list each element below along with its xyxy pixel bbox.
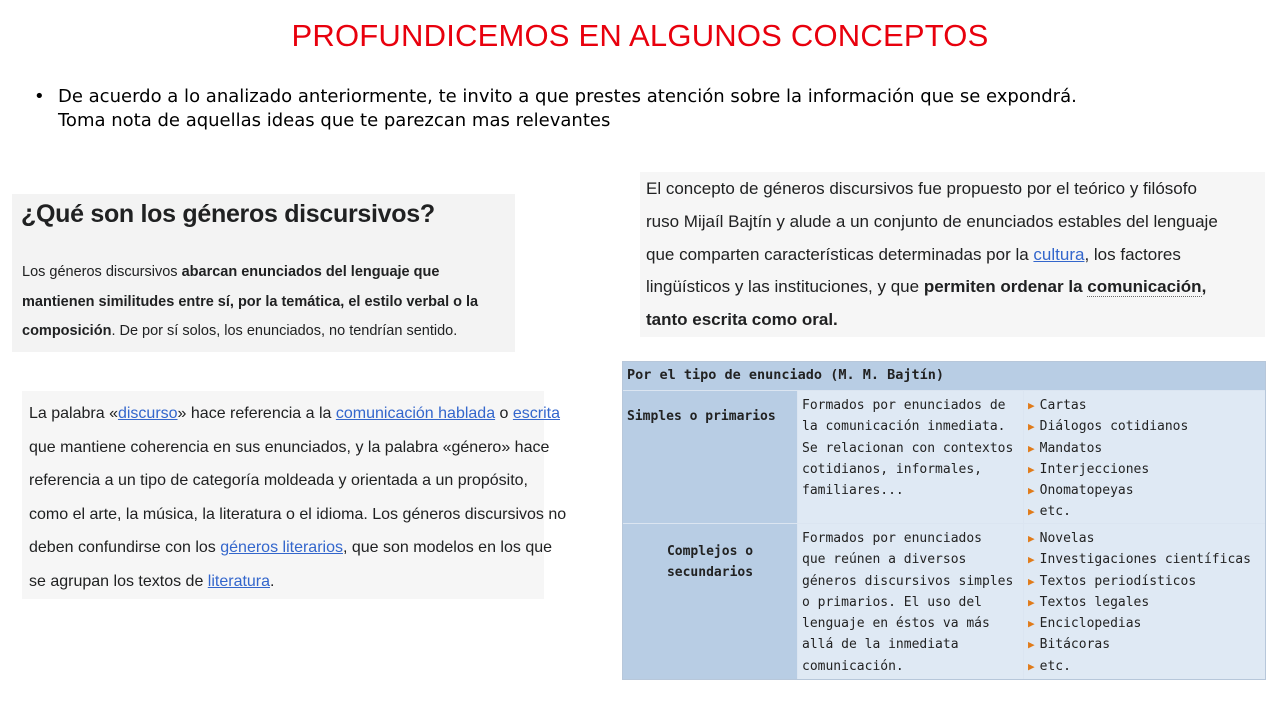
desc-line: que reúnen a diversos (802, 552, 967, 568)
list-item: ▶ Enciclopedias (1028, 616, 1142, 632)
text: que comparten características determinadas por la (646, 244, 1034, 264)
bold-text: permiten ordenar la (923, 277, 1088, 297)
arrow-right-icon: ▶ (1028, 532, 1035, 545)
link-escrita[interactable]: escrita (512, 405, 561, 422)
list-item: ▶ Novelas (1028, 531, 1095, 546)
arrow-right-icon: ▶ (1028, 574, 1035, 588)
concept-text (646, 173, 1261, 337)
definition-card (12, 194, 515, 352)
text: » hace referencia a la (177, 405, 336, 422)
text-line: como el arte, la música, la literatura o el idioma. Los géneros discursivos no (29, 505, 567, 523)
link-generos-literarios[interactable]: géneros literarios (220, 539, 343, 557)
row-desc-complejos (798, 524, 1023, 679)
text-line: ruso Mijaíl Bajtín y alude a un conjunto de enunciados estables del lenguaje (646, 211, 1218, 231)
intro-line-1: De acuerdo a lo analizado anteriormente, te invito a que prestes atención sobre la información que se expondrá. (58, 86, 1077, 107)
bold-text: tanto escrita como oral. (646, 310, 838, 330)
list-item: ▶ Cartas (1028, 398, 1087, 413)
intro-text (58, 85, 1238, 133)
link-discurso[interactable]: discurso (117, 405, 178, 422)
text: , que son modelos en los que (342, 539, 553, 557)
def-text: Los géneros discursivos (22, 264, 182, 280)
def-bold: abarcan enunciados del lenguaje que (181, 264, 440, 280)
list-item: ▶ Interjecciones (1028, 461, 1150, 477)
definition-text (22, 258, 512, 347)
row-items-simples (1024, 391, 1265, 523)
text: o (495, 405, 513, 422)
row-label-complejos: Complejos o secundarios (623, 524, 797, 679)
arrow-right-icon: ▶ (1028, 462, 1035, 476)
text: , los factores (1084, 244, 1181, 264)
text-line: El concepto de géneros discursivos fue propuesto por el teórico y filósofo (646, 179, 1197, 198)
list-item: ▶ Diálogos cotidianos (1028, 419, 1189, 435)
row-desc-simples (798, 391, 1023, 523)
text: deben confundirse con los (29, 539, 221, 557)
genres-table (622, 361, 1266, 680)
arrow-right-icon: ▶ (1028, 484, 1035, 498)
list-item: ▶ etc. (1028, 658, 1071, 674)
arrow-right-icon: ▶ (1028, 553, 1035, 567)
text: se agrupan los textos de (29, 572, 208, 590)
desc-line: cotidianos, informales, (802, 461, 983, 477)
bullet-dot: • (34, 86, 45, 107)
arrow-right-icon: ▶ (1028, 399, 1035, 412)
text: La palabra « (29, 405, 118, 422)
def-bold: mantienen similitudes entre sí, por la temática, el estilo verbal o la (22, 293, 479, 310)
def-bold: composición (22, 323, 112, 339)
list-item: ▶ Textos legales (1028, 594, 1150, 610)
desc-line: géneros discursivos simples (802, 573, 1014, 589)
arrow-right-icon: ▶ (1028, 595, 1035, 609)
desc-line: la comunicación inmediata. (802, 419, 1006, 435)
text-line: que mantiene coherencia en sus enunciados, y la palabra «género» hace (29, 438, 550, 456)
arrow-right-icon: ▶ (1028, 420, 1035, 434)
arrow-right-icon: ▶ (1028, 441, 1035, 455)
text: . (270, 572, 275, 590)
comunicacion-term[interactable]: comunicación (1087, 277, 1202, 297)
row-items-complejos (1024, 524, 1265, 679)
list-item: ▶ etc. (1028, 504, 1071, 520)
desc-line: Se relacionan con contextos (802, 440, 1014, 456)
list-item: ▶ Onomatopeyas (1028, 483, 1134, 499)
list-item: ▶ Investigaciones científicas (1028, 552, 1251, 568)
desc-line: allá de la inmediata (802, 637, 959, 653)
discourse-text (29, 397, 567, 599)
list-item: ▶ Mandatos (1028, 440, 1103, 456)
link-literatura[interactable]: literatura (207, 572, 271, 590)
desc-line: Formados por enunciados (802, 531, 983, 546)
desc-line: Formados por enunciados de (802, 398, 1006, 413)
discourse-card (22, 391, 567, 599)
arrow-right-icon: ▶ (1028, 617, 1035, 631)
arrow-right-icon: ▶ (1028, 505, 1035, 519)
desc-line: familiares... (802, 483, 904, 499)
definition-heading: ¿Qué son los géneros discursivos? (21, 200, 435, 228)
list-item: ▶ Bitácoras (1028, 637, 1111, 653)
text: lingüísticos y las instituciones, y que (646, 277, 924, 297)
bold-text: , (1201, 277, 1207, 297)
desc-line: o primarios. El uso del (802, 594, 983, 610)
text-line: referencia a un tipo de categoría moldeada y orientada a un propósito, (29, 472, 528, 490)
slide-title: PROFUNDICEMOS EN ALGUNOS CONCEPTOS (291, 18, 989, 53)
def-text: . De por sí solos, los enunciados, no tendrían sentido. (111, 323, 458, 339)
link-cultura[interactable]: cultura (1033, 244, 1085, 264)
row-label-simples: Simples o primarios (623, 391, 797, 523)
table-header: Por el tipo de enunciado (M. M. Bajtín) (623, 362, 1265, 390)
desc-line: comunicación. (802, 658, 904, 674)
arrow-right-icon: ▶ (1028, 638, 1035, 652)
desc-line: lenguaje en éstos va más (802, 616, 990, 632)
link-comunicacion-hablada[interactable]: comunicación hablada (335, 405, 496, 422)
concept-card (640, 172, 1265, 337)
list-item: ▶ Textos periodísticos (1028, 573, 1197, 589)
arrow-right-icon: ▶ (1028, 659, 1035, 673)
intro-line-2: Toma nota de aquellas ideas que te parezcan mas relevantes (58, 110, 611, 131)
